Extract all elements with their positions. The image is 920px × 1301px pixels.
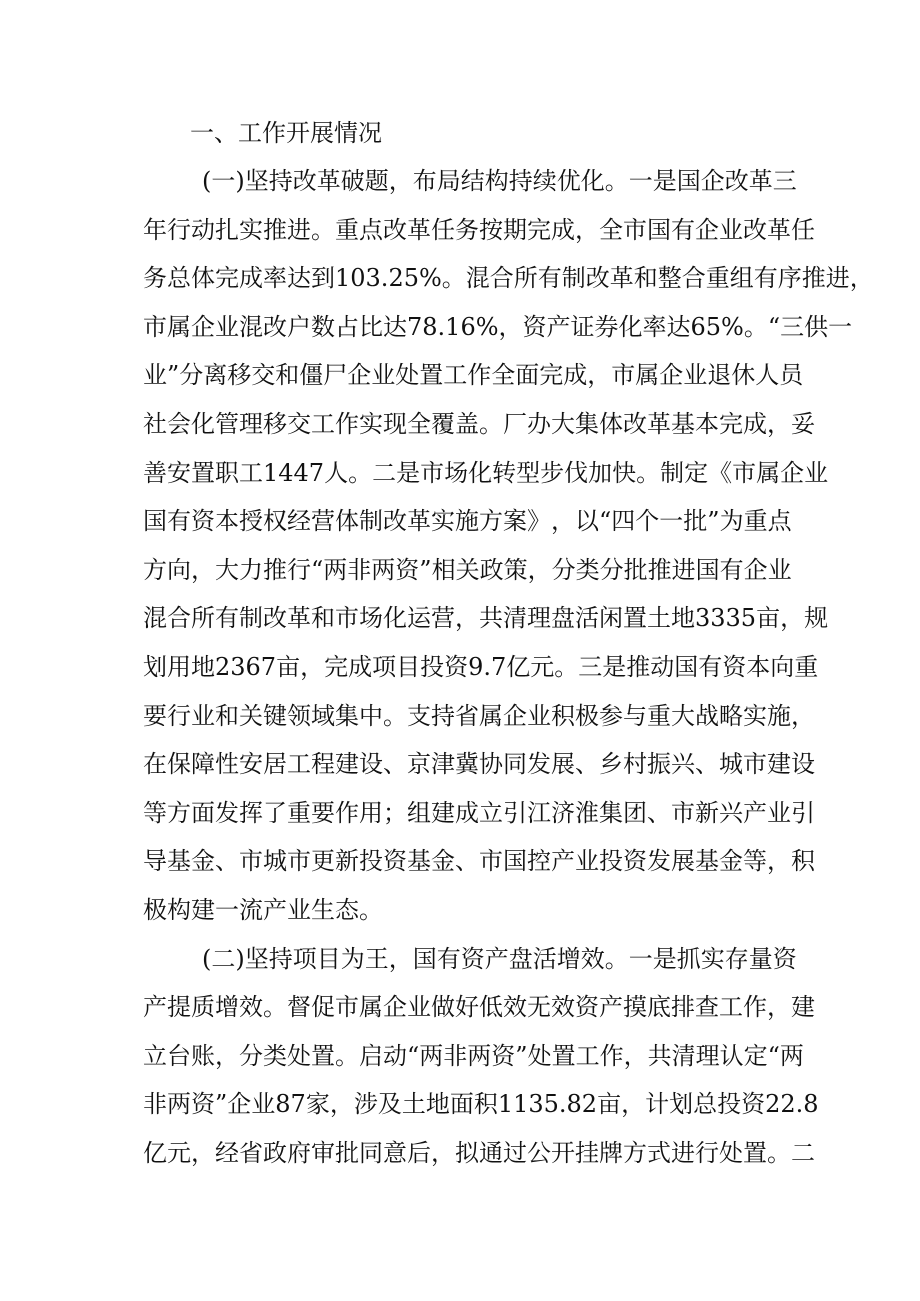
text-line: ( 二 ) 坚 持 项 目 为 王 ， 国 有 资 产 盘 活 增 效 。 一 是 抓 实 存 量 资 bbox=[202, 944, 797, 973]
section-heading-text: 一、工作开展情况 bbox=[190, 119, 382, 147]
text-line: 国 有 资 本 授 权 经 营 体 制 改 革 实 施 方 案 》 ， 以 “ 四 个 一 批 ” 为 重 点 bbox=[143, 507, 792, 536]
text-line: 亿 元 ， 经 省 政 府 审 批 同 意 后 ， 拟 通 过 公 开 挂 牌 方 式 进 行 处 置 。 二 bbox=[143, 1139, 815, 1167]
text-line: 非 两 资 ” 企 业 87 家 ， 涉 及 土 地 面 积 1135.82 亩 ， 计 划 总 投 资 22.8 bbox=[143, 1090, 819, 1119]
text-line: 方 向 ， 大 力 推 行 “ 两 非 两 资 ” 相 关 政 策 ， 分 类 分 批 推 进 国 有 企 业 bbox=[143, 555, 792, 584]
text-line: 等 方 面 发 挥 了 重 要 作 用 ； 组 建 成 立 引 江 济 淮 集 团 、 市 新 兴 产 业 引 bbox=[143, 798, 815, 827]
text-line: 市 属 企 业 混 改 户 数 占 比 达 78.16% ， 资 产 证 券 化 率 达 65% 。 “ 三 供 一 bbox=[143, 312, 853, 341]
text-line: 年 行 动 扎 实 推 进 。 重 点 改 革 任 务 按 期 完 成 ， 全 市 国 有 企 业 改 革 任 bbox=[143, 215, 815, 244]
text-line: 混 合 所 有 制 改 革 和 市 场 化 运 营 ， 共 清 理 盘 活 闲 置 土 地 3335 亩 ， 规 bbox=[143, 604, 829, 633]
text-line: 极构建一流产业生态。 bbox=[143, 896, 383, 924]
text-line: ( 一 ) 坚 持 改 革 破 题 ， 布 局 结 构 持 续 优 化 。 一 是 国 企 改 革 三 bbox=[202, 167, 797, 195]
text-line: 产 提 质 增 效 。 督 促 市 属 企 业 做 好 低 效 无 效 资 产 摸 底 排 查 工 作 ， 建 bbox=[143, 993, 815, 1022]
text-line: 务 总 体 完 成 率 达 到 103.25% 。 混 合 所 有 制 改 革 和 整 合 重 组 有 序 推 进 ， bbox=[143, 264, 874, 293]
text-line: 业 ” 分 离 移 交 和 僵 尸 企 业 处 置 工 作 全 面 完 成 ， 市 属 企 业 退 休 人 员 bbox=[143, 361, 804, 390]
section-heading bbox=[190, 116, 920, 150]
text-line: 导 基 金 、 市 城 市 更 新 投 资 基 金 、 市 国 控 产 业 投 资 发 展 基 金 等 ， 积 bbox=[143, 847, 815, 876]
text-line: 立 台 账 ， 分 类 处 置 。 启 动 “ 两 非 两 资 ” 处 置 工 作 ， 共 清 理 认 定 “ 两 bbox=[143, 1041, 804, 1070]
text-line: 划 用 地 2367 亩 ， 完 成 项 目 投 资 9.7 亿 元 。 三 是 推 动 国 有 资 本 向 重 bbox=[143, 653, 819, 681]
text-line: 要 行 业 和 关 键 领 域 集 中 。 支 持 省 属 企 业 积 极 参 与 重 大 战 略 实 施 ， bbox=[143, 701, 815, 730]
text-line: 善 安 置 职 工 1447 人 。 二 是 市 场 化 转 型 步 伐 加 快 。 制 定 《 市 属 企 业 bbox=[143, 458, 829, 487]
text-line: 在 保 障 性 安 居 工 程 建 设 、 京 津 冀 协 同 发 展 、 乡 村 振 兴 、 城 市 建 设 bbox=[143, 750, 815, 779]
text-line: 社 会 化 管 理 移 交 工 作 实 现 全 覆 盖 。 厂 办 大 集 体 改 革 基 本 完 成 ， 妥 bbox=[143, 410, 815, 438]
